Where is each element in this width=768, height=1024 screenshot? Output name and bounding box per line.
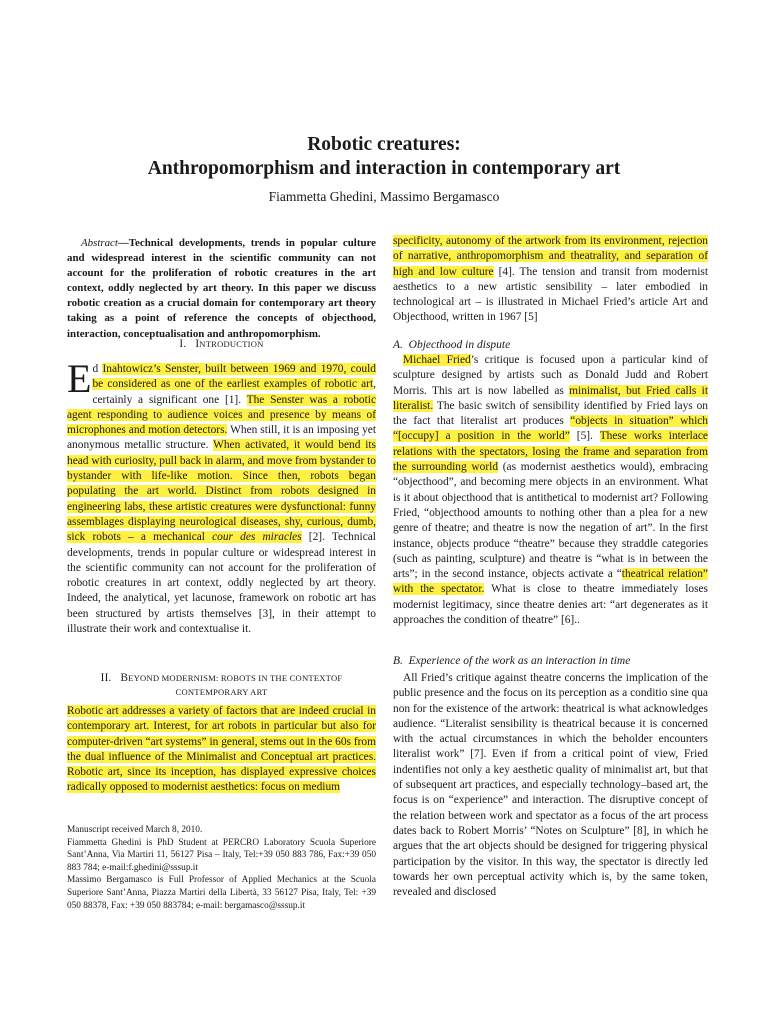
intro-first-letter: d (92, 363, 99, 375)
italic-text: cour des miracles (212, 531, 302, 544)
beyond-paragraph (67, 704, 376, 796)
text-run: The basic switch of sensibility identified by Fried lays on the fact that literalist art produces (393, 399, 708, 428)
heading-letter: A. (393, 339, 403, 351)
heading-small-caps: NTRODUCTION (199, 339, 264, 349)
text-run: When still, it is an imposing yet anonymous metallic structure. (67, 424, 376, 452)
highlight: Michael Fried (403, 354, 471, 366)
heading-numeral: II. (100, 672, 112, 684)
heading-first-letter: I (195, 338, 200, 350)
heading-small-caps: EYOND MODERNISM: ROBOTS IN THE CONTEXT (128, 673, 331, 683)
text-run: ’s critique is focused upon a particular kind of sculpture designed by artists such as Donald Judd and Robert Morris. This art is now labelled as (393, 354, 708, 397)
continued-paragraph (393, 234, 708, 326)
heading-small-caps: OF (330, 673, 343, 683)
text-run: [2]. Technical developments, trends in popular culture or widespread interest in the scientific community can not account for the proliferation of robotic creatures in art context, oddly neglected by art theory. Indeed, the analytical, yet lacunose, framework on robotic art has been structured by artists themselves [3], in their attempt to illustrate their work and contextualise it. (67, 531, 376, 636)
heading-letter: B. (393, 655, 403, 667)
abstract (67, 236, 376, 342)
introduction-paragraph (67, 356, 376, 637)
text-run: [4]. The tension and transit from modernist aesthetics to a new artistic sensibility – later embodied in technological art – is illustrated in Michael Fried’s article Art and Objecthood, written in 1967 [5] (393, 265, 708, 324)
experience-paragraph: All Fried’s critique against theatre concerns the implication of the public presence and the focus on its perception as a conditio sine qua non for the existence of the artwork: theatrical is what acknowledges audience. “Literalist sensibility is theatrical because it is concerned with the actual circumstances in which the beholder encounters literalist work” [7]. Even if from a critical point of view, Fried indentifies not only a key aesthetic quality of minimalist art, but that of subsequent art practices, and especially technology–based art, the focus is on “experience” and interaction. The disruptive concept of the relation between work and spectator as a focus of the art process dates back to Robert Morris’ “Notes on Sculpture” [8], in which he argues that the art objects should be designed for triggering physical participation by the visitor. In this way, the spectator is directly led towards her own perceptual activity which is, by the same token, revealed and disclosed (393, 672, 708, 899)
footnote-received: Manuscript received March 8, 2010. (67, 825, 203, 835)
highlight: The Senster was a robotic agent responding to audience voices and presence by means of microphones and motion detectors. (67, 393, 376, 437)
drop-cap: E (67, 356, 92, 401)
highlight: specificity, autonomy of the artwork from its environment, rejection of narrative, anthropomorphism and theatrality, and separation of high and low culture (393, 235, 708, 278)
text-run: When activated, it would bend its head with curiosity, pull back in alarm, and move from bystander to bystander with life-like motion. Since then, robots began populating the art world. Distinct from robots designed in engineering labs, these artistic creatures were dysfunctional: funny assemblages displaying neurological diseases, shy, curious, dumb, sick robots – a mechanical (67, 439, 376, 544)
section-heading-beyond-modernism (67, 671, 376, 699)
authors: Fiammetta Ghedini, Massimo Bergamasco (268, 189, 500, 204)
subsection-heading-objecthood (393, 338, 708, 353)
footnote-author-1: Fiammetta Ghedini is PhD Student at PERCRO Laboratory Scuola Superiore Sant’Anna, Via Martiri 11, 56127 Pisa – Italy, Tel:+39 050 883 786, Fax:+39 050 883 784; e-mail:f.ghedini@sssup.it (67, 837, 376, 873)
text-run: [5]. (569, 430, 600, 443)
text-run: (as modernist aesthetics would), embracing “objecthood”, and becoming mere objects in an environment. What is it about objecthood that is antithetical to modernist art? Following Fried, “objecthood amounts to nothing other than a plea for a new genre of theatre; and theatre is now the negation of art”. In the first instance, objects produce “theatre” because they straddle categories (such as painting, sculpture) and theatre is “what is in between the arts”; in the second instance, objects activate a “ (393, 461, 708, 581)
text-run: What is close to theatre immediately loses modernist legitimacy, since theatre denies art: “art degenerates as it approaches the condition of theatre” [6].. (393, 583, 708, 627)
section-heading-introduction (67, 337, 376, 352)
heading-title: Experience of the work as an interaction in time (408, 655, 631, 667)
highlight (67, 439, 376, 543)
highlight: minimalist, but Fried calls it literalist. (393, 384, 708, 412)
highlight: Robotic art addresses a variety of factors that are indeed crucial in contemporary art. Interest, for art robots in particular but also for computer-driven “art systems” in general, stems out in the 60s from the dual influence of the Minimalist and Conceptual art practices. Robotic art, since its inception, has displayed expressive choices radically opposed to modernist aesthetics: focus on medium (67, 705, 376, 794)
highlight: theatrical relation” with the spectator. (393, 568, 708, 596)
abstract-dash: — (117, 237, 129, 249)
footnote (67, 824, 376, 912)
heading-first-letter: B (120, 672, 129, 684)
highlight: These works interlace relations with the spectators, losing the frame and separation from the surrounding world (393, 430, 708, 474)
paper-title-line-2: Anthropomorphism and interaction in contemporary art (147, 158, 621, 179)
heading-numeral: I. (179, 338, 187, 350)
footnote-author-2: Massimo Bergamasco is Full Professor of Applied Mechanics at the Scuola Superiore Sant’Anna, Piazza Martiri della Libertà, 33 56127 Pisa, Italy, Tel: +39 050 88378, Fax: +39 050 883784; e-mail: bergamasco@sssup.it (67, 875, 376, 911)
highlight: Inahtowicz’s Senster, built between 1969 and 1970, could be considered as one of the earliest examples of robotic art (92, 363, 376, 391)
abstract-text: Technical developments, trends in popular culture and widespread interest in the scientific community can not account for the proliferation of robotic creatures in the art context, oddly neglected by art theory. In this paper we discuss robotic creation as a crucial domain for contemporary art theory taking as a point of reference the concepts of objecthood, interaction, conceptualisation and anthropomorphism. (67, 237, 376, 340)
subsection-heading-experience (393, 654, 708, 669)
highlight: “objects in situation” which “[occupy] a position in the world” (393, 415, 708, 443)
objecthood-paragraph (393, 353, 708, 628)
text-run: , certainly a significant one [1]. (92, 378, 376, 406)
heading-small-caps: CONTEMPORARY ART (175, 687, 268, 697)
paper-title-line-1: Robotic creatures: (307, 134, 461, 155)
heading-title: Objecthood in dispute (408, 339, 511, 351)
abstract-label: Abstract (81, 237, 118, 249)
